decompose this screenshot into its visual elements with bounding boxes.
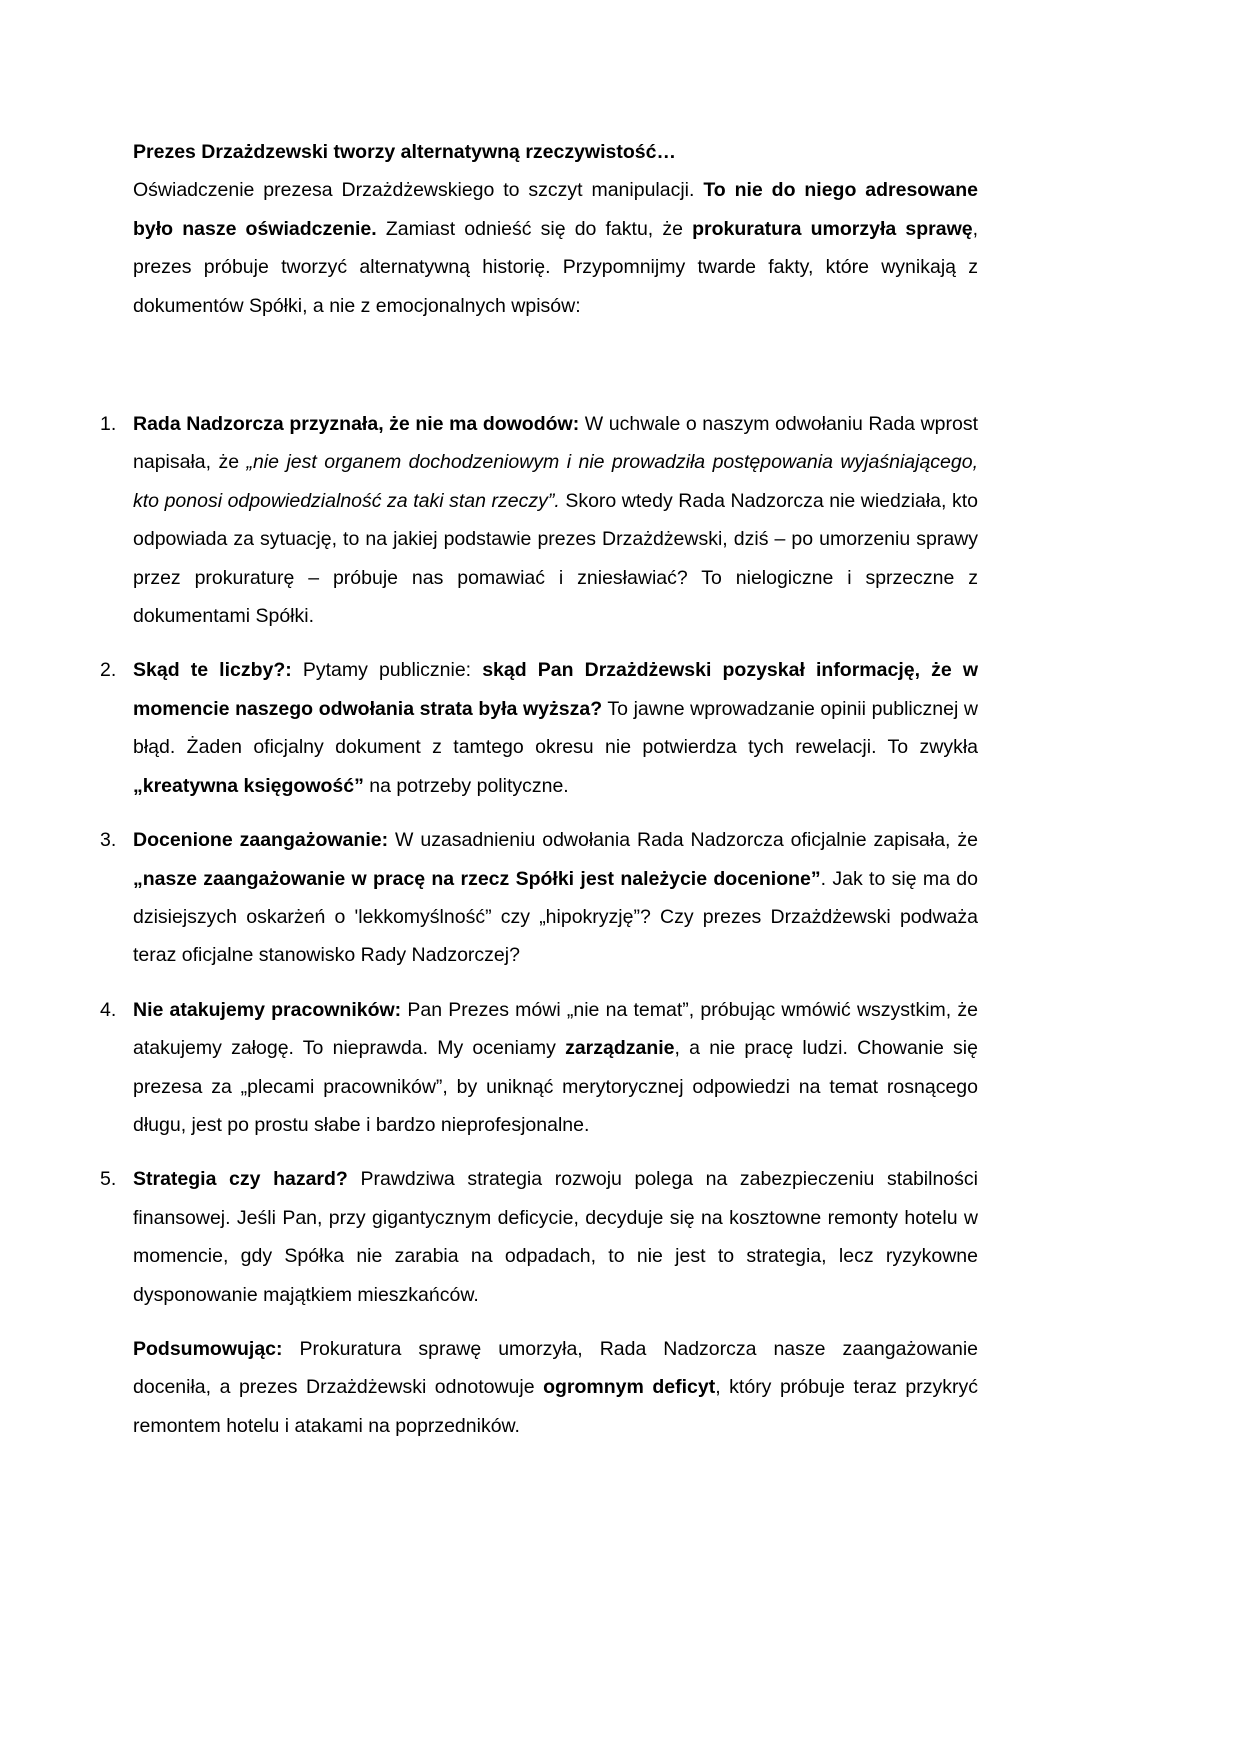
text-run-bold: „kreatywna księgowość” bbox=[133, 774, 364, 797]
text-run-bold: skąd Pan Drzażdżewski pozyskał informację, że w momencie naszego odwołania strata była wyższa? bbox=[133, 659, 978, 720]
text-run: Prawdziwa strategia rozwoju polega na zabezpieczeniu stabilności finansowej. Jeśli Pan, przy gigantycznym deficycie, decyduje się na kosztowne remonty hotelu w momencie, gdy Spółka nie zarabia na odpadach, to nie jest to strategia, lecz ryzykowne dysponowanie majątkiem mieszkańców. bbox=[133, 1168, 978, 1306]
text-run-bold: Nie atakujemy pracowników: bbox=[133, 998, 408, 1021]
list-item-number: 1. bbox=[100, 413, 117, 436]
text-run-bold: To nie do niego adresowane było nasze oświadczenie. bbox=[133, 179, 978, 240]
text-run: , a nie pracę ludzi. Chowanie się prezesa za „plecami pracowników”, by uniknąć merytorycznej odpowiedzi na temat rosnącego długu, jest po prostu słabe i bardzo nieprofesjonalne. bbox=[133, 1037, 978, 1136]
list-item-number: 5. bbox=[100, 1168, 117, 1191]
text-run: To jawne wprowadzanie opinii publicznej w błąd. Żaden oficjalny dokument z tamtego okresu nie potwierdza tych rewelacji. To zwykła bbox=[133, 697, 978, 759]
list-item-text bbox=[133, 1160, 978, 1314]
list-item-text bbox=[133, 821, 978, 975]
text-run-bold: Docenione zaangażowanie: bbox=[133, 829, 396, 852]
text-run: Zamiast odnieść się do faktu, że bbox=[376, 217, 693, 240]
text-run: Pytamy publicznie: bbox=[302, 659, 483, 682]
list-item bbox=[100, 1160, 978, 1314]
text-run-bold: Rada Nadzorcza przyznała, że nie ma dowodów: bbox=[133, 413, 585, 436]
list-item bbox=[100, 821, 978, 975]
text-run-bold: zarządzanie bbox=[565, 1037, 675, 1060]
text-run-bold: prokuratura umorzyła sprawę bbox=[692, 217, 973, 240]
text-run-bold: ogromnym deficyt bbox=[543, 1376, 716, 1399]
text-run: Oświadczenie prezesa Drzażdżewskiego to szczyt manipulacji. bbox=[133, 179, 704, 202]
intro-paragraph bbox=[133, 171, 978, 325]
text-run: , prezes próbuje tworzyć alternatywną historię. Przypomnijmy twarde fakty, które wynikają z dokumentów Spółki, a nie z emocjonalnych wpisów: bbox=[133, 217, 979, 317]
text-run: W uzasadnieniu odwołania Rada Nadzorcza oficjalnie zapisała, że bbox=[395, 829, 979, 852]
text-run-italic: „nie jest organem dochodzeniowym i nie prowadziła postępowania wyjaśniającego, kto ponosi odpowiedzialność za taki stan rzeczy”. bbox=[133, 451, 978, 512]
numbered-list bbox=[100, 405, 979, 1314]
text-run-bold: Skąd te liczby?: bbox=[133, 659, 303, 682]
list-item-text bbox=[133, 991, 978, 1145]
list-item-number: 2. bbox=[100, 659, 117, 682]
list-item-text bbox=[133, 405, 978, 635]
list-item bbox=[100, 405, 978, 635]
text-run-bold: Podsumowując: bbox=[133, 1337, 300, 1360]
text-run: Prokuratura sprawę umorzyła, Rada Nadzorcza nasze zaangażowanie doceniła, a prezes Drzażdżewski odnotowuje bbox=[133, 1337, 978, 1399]
list-item-number: 3. bbox=[100, 829, 117, 852]
list-item-number: 4. bbox=[100, 998, 117, 1021]
list-item bbox=[100, 651, 978, 805]
text-run: na potrzeby polityczne. bbox=[363, 774, 569, 797]
document-title: Prezes Drzażdzewski tworzy alternatywną rzeczywistość… bbox=[133, 141, 676, 163]
list-item bbox=[100, 991, 978, 1145]
list-item-text bbox=[133, 651, 978, 805]
text-run: . Jak to się ma do dzisiejszych oskarżeń o 'lekkomyślność” czy „hipokryzję”? Czy prezes Drzażdżewski podważa teraz oficjalne stanowisko Rady Nadzorczej? bbox=[133, 867, 978, 967]
text-run-bold: „nasze zaangażowanie w pracę na rzecz Spółki jest należycie docenione” bbox=[133, 867, 821, 890]
text-run: Pan Prezes mówi „nie na temat”, próbując wmówić wszystkim, że atakujemy załogę. To nieprawda. My oceniamy bbox=[133, 998, 978, 1060]
text-run: Skoro wtedy Rada Nadzorcza nie wiedziała, kto odpowiada za sytuację, to na jakiej podstawie prezes Drzażdżewski, dziś – po umorzeniu sprawy przez prokuraturę – próbuje nas pomawiać i zniesławiać? To nielogiczne i sprzeczne z dokumentami Spółki. bbox=[133, 489, 978, 628]
text-run: W uchwale o naszym odwołaniu Rada wprost napisała, że bbox=[133, 413, 978, 474]
text-run-bold: Strategia czy hazard? bbox=[133, 1168, 361, 1191]
summary-paragraph bbox=[133, 1330, 978, 1445]
text-run: , który próbuje teraz przykryć remontem hotelu i atakami na poprzedników. bbox=[133, 1376, 978, 1437]
